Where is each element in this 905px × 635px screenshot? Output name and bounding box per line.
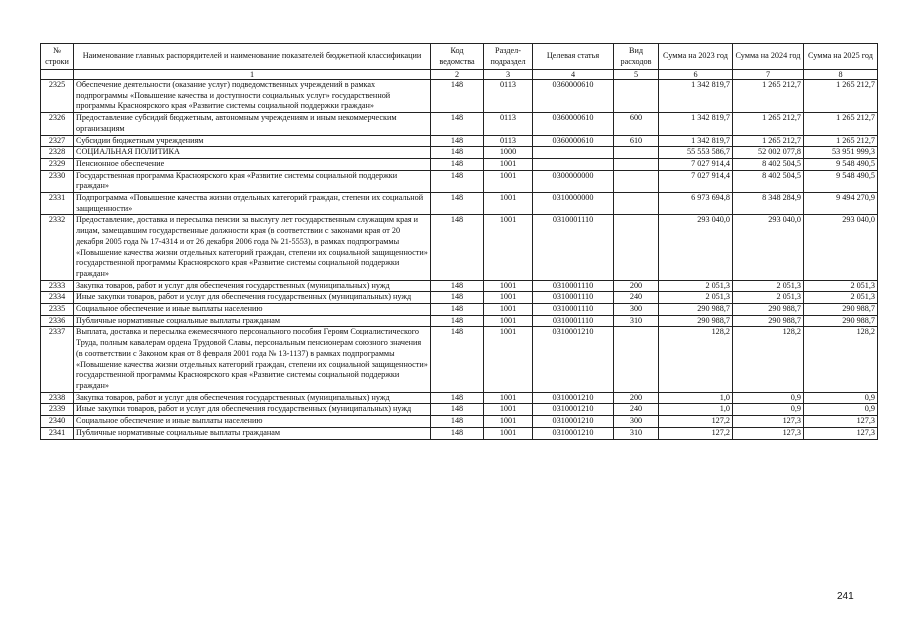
- row-sum-2024: 8 402 504,5: [733, 170, 804, 192]
- row-target-article: 0310001210: [533, 416, 614, 428]
- row-department-code: 148: [431, 147, 484, 159]
- row-name: СОЦИАЛЬНАЯ ПОЛИТИКА: [74, 147, 431, 159]
- row-section: 1001: [484, 427, 533, 439]
- row-sum-2024: 8 348 284,9: [733, 193, 804, 215]
- row-name: Предоставление субсидий бюджетным, автономным учреждениям и иным некоммерческим организациям: [74, 113, 431, 135]
- row-number: 2336: [41, 315, 74, 327]
- row-target-article: 0310001110: [533, 304, 614, 316]
- row-sum-2024: 127,3: [733, 427, 804, 439]
- row-name: Пенсионное обеспечение: [74, 158, 431, 170]
- row-number: 2332: [41, 215, 74, 280]
- row-expense-type: [614, 170, 659, 192]
- row-department-code: 148: [431, 292, 484, 304]
- row-sum-2025: 9 548 490,5: [804, 158, 878, 170]
- row-section: 0113: [484, 113, 533, 135]
- row-number: 2335: [41, 304, 74, 316]
- table-row: [41, 113, 878, 135]
- row-number: 2339: [41, 404, 74, 416]
- row-sum-2025: 2 051,3: [804, 292, 878, 304]
- header-section: Раздел-подраздел: [484, 44, 533, 70]
- row-sum-2023: 1 342 819,7: [659, 80, 733, 113]
- row-section: 1001: [484, 158, 533, 170]
- row-section: 1001: [484, 327, 533, 392]
- row-expense-type: 310: [614, 315, 659, 327]
- row-expense-type: [614, 147, 659, 159]
- row-target-article: 0360000610: [533, 135, 614, 147]
- row-expense-type: 200: [614, 392, 659, 404]
- row-number: 2333: [41, 280, 74, 292]
- index-cell: 6: [659, 70, 733, 80]
- row-target-article: 0310001210: [533, 404, 614, 416]
- row-expense-type: [614, 193, 659, 215]
- row-expense-type: 310: [614, 427, 659, 439]
- row-name: Обеспечение деятельности (оказание услуг) подведомственных учреждений в рамках подпрограммы «Повышение качества и доступности социальных услуг» государственной программы Красноярского края «Развитие системы социальной поддержки граждан»: [74, 80, 431, 113]
- row-name: Иные закупки товаров, работ и услуг для обеспечения государственных (муниципальных) нужд: [74, 404, 431, 416]
- row-sum-2025: 9 494 270,9: [804, 193, 878, 215]
- row-name: Иные закупки товаров, работ и услуг для обеспечения государственных (муниципальных) нужд: [74, 292, 431, 304]
- row-number: 2326: [41, 113, 74, 135]
- row-sum-2023: 7 027 914,4: [659, 158, 733, 170]
- row-department-code: 148: [431, 113, 484, 135]
- row-sum-2025: 290 988,7: [804, 304, 878, 316]
- row-sum-2024: 0,9: [733, 392, 804, 404]
- row-sum-2025: 1 265 212,7: [804, 135, 878, 147]
- index-cell: 2: [431, 70, 484, 80]
- row-name: Закупка товаров, работ и услуг для обеспечения государственных (муниципальных) нужд: [74, 392, 431, 404]
- row-sum-2025: 128,2: [804, 327, 878, 392]
- row-department-code: 148: [431, 392, 484, 404]
- table-row: [41, 147, 878, 159]
- table-row: [41, 392, 878, 404]
- row-sum-2023: 128,2: [659, 327, 733, 392]
- row-expense-type: 300: [614, 304, 659, 316]
- row-section: 1001: [484, 292, 533, 304]
- header-sum-2023: Сумма на 2023 год: [659, 44, 733, 70]
- table-row: [41, 193, 878, 215]
- row-expense-type: 240: [614, 404, 659, 416]
- page-number: 241: [837, 591, 854, 602]
- row-department-code: 148: [431, 404, 484, 416]
- table-row: [41, 304, 878, 316]
- row-target-article: 0310001110: [533, 215, 614, 280]
- index-cell: 4: [533, 70, 614, 80]
- row-sum-2023: 293 040,0: [659, 215, 733, 280]
- row-name: Закупка товаров, работ и услуг для обеспечения государственных (муниципальных) нужд: [74, 280, 431, 292]
- index-cell: 5: [614, 70, 659, 80]
- row-sum-2023: 6 973 694,8: [659, 193, 733, 215]
- row-sum-2023: 290 988,7: [659, 315, 733, 327]
- row-sum-2023: 1 342 819,7: [659, 135, 733, 147]
- row-section: 1001: [484, 170, 533, 192]
- row-target-article: 0310001110: [533, 280, 614, 292]
- row-department-code: 148: [431, 158, 484, 170]
- row-section: 1001: [484, 404, 533, 416]
- row-expense-type: [614, 158, 659, 170]
- row-number: 2329: [41, 158, 74, 170]
- row-sum-2023: 1,0: [659, 404, 733, 416]
- row-department-code: 148: [431, 215, 484, 280]
- row-department-code: 148: [431, 427, 484, 439]
- row-name: Государственная программа Красноярского края «Развитие системы социальной поддержки граждан»: [74, 170, 431, 192]
- row-name: Социальное обеспечение и иные выплаты населению: [74, 304, 431, 316]
- header-sum-2024: Сумма на 2024 год: [733, 44, 804, 70]
- row-sum-2024: 2 051,3: [733, 280, 804, 292]
- row-sum-2023: 127,2: [659, 427, 733, 439]
- row-target-article: 0360000610: [533, 80, 614, 113]
- row-sum-2024: 128,2: [733, 327, 804, 392]
- row-number: 2337: [41, 327, 74, 392]
- table-row: [41, 280, 878, 292]
- table-row: [41, 416, 878, 428]
- row-sum-2025: 293 040,0: [804, 215, 878, 280]
- row-number: 2328: [41, 147, 74, 159]
- row-section: 1000: [484, 147, 533, 159]
- row-number: 2334: [41, 292, 74, 304]
- row-name: Публичные нормативные социальные выплаты гражданам: [74, 427, 431, 439]
- table-row: [41, 315, 878, 327]
- row-section: 1001: [484, 280, 533, 292]
- row-sum-2024: 1 265 212,7: [733, 135, 804, 147]
- row-sum-2023: 127,2: [659, 416, 733, 428]
- row-number: 2327: [41, 135, 74, 147]
- row-name: Предоставление, доставка и пересылка пенсии за выслугу лет государственным служащим края и лицам, замещавшим государственные должности края (в соответствии с законами края от 20 декабря 2005 года № 17-4314 и от 26 декабря 2006 года № 21-5553), в рамках подпрограммы «Повышение качества жизни отдельных категорий граждан, степени их социальной защищенности» государственной программы Красноярского края «Развитие системы социальной поддержки граждан»: [74, 215, 431, 280]
- row-target-article: 0310001110: [533, 292, 614, 304]
- row-sum-2025: 1 265 212,7: [804, 113, 878, 135]
- row-sum-2024: 52 002 077,8: [733, 147, 804, 159]
- row-department-code: 148: [431, 170, 484, 192]
- row-sum-2025: 0,9: [804, 392, 878, 404]
- index-cell: 8: [804, 70, 878, 80]
- row-sum-2025: 290 988,7: [804, 315, 878, 327]
- header-row-number: № строки: [41, 44, 74, 70]
- table-row: [41, 80, 878, 113]
- budget-table: [40, 43, 878, 440]
- table-row: [41, 215, 878, 280]
- row-expense-type: 600: [614, 113, 659, 135]
- table-row: [41, 427, 878, 439]
- row-number: 2331: [41, 193, 74, 215]
- row-department-code: 148: [431, 327, 484, 392]
- row-target-article: [533, 158, 614, 170]
- row-department-code: 148: [431, 416, 484, 428]
- index-cell: 1: [74, 70, 431, 80]
- row-section: 1001: [484, 416, 533, 428]
- row-expense-type: 610: [614, 135, 659, 147]
- header-department-code: Код ведомства: [431, 44, 484, 70]
- row-sum-2024: 127,3: [733, 416, 804, 428]
- index-cell: [41, 70, 74, 80]
- row-name: Подпрограмма «Повышение качества жизни отдельных категорий граждан, степени их социальной защищенности»: [74, 193, 431, 215]
- row-sum-2025: 53 951 999,3: [804, 147, 878, 159]
- row-sum-2025: 127,3: [804, 416, 878, 428]
- table-row: [41, 158, 878, 170]
- table-row: [41, 327, 878, 392]
- row-name: Субсидии бюджетным учреждениям: [74, 135, 431, 147]
- index-cell: 7: [733, 70, 804, 80]
- row-sum-2023: 7 027 914,4: [659, 170, 733, 192]
- row-expense-type: 300: [614, 416, 659, 428]
- row-sum-2023: 1 342 819,7: [659, 113, 733, 135]
- row-section: 1001: [484, 193, 533, 215]
- header-name: Наименование главных распорядителей и наименование показателей бюджетной классификации: [74, 44, 431, 70]
- row-name: Публичные нормативные социальные выплаты гражданам: [74, 315, 431, 327]
- row-sum-2024: 1 265 212,7: [733, 80, 804, 113]
- table-row: [41, 292, 878, 304]
- index-cell: 3: [484, 70, 533, 80]
- header-target-article: Целевая статья: [533, 44, 614, 70]
- row-sum-2024: 290 988,7: [733, 315, 804, 327]
- row-department-code: 148: [431, 80, 484, 113]
- header-expense-type: Вид расходов: [614, 44, 659, 70]
- header-sum-2025: Сумма на 2025 год: [804, 44, 878, 70]
- table-row: [41, 135, 878, 147]
- row-sum-2023: 2 051,3: [659, 292, 733, 304]
- row-target-article: 0360000610: [533, 113, 614, 135]
- row-section: 0113: [484, 80, 533, 113]
- row-department-code: 148: [431, 193, 484, 215]
- row-expense-type: 200: [614, 280, 659, 292]
- row-sum-2025: 1 265 212,7: [804, 80, 878, 113]
- row-sum-2025: 9 548 490,5: [804, 170, 878, 192]
- row-expense-type: [614, 215, 659, 280]
- row-section: 0113: [484, 135, 533, 147]
- row-sum-2023: 55 553 586,7: [659, 147, 733, 159]
- row-name: Выплата, доставка и пересылка ежемесячного персонального пособия Героям Социалистического Труда, полным кавалерам ордена Трудовой Славы, персональным пенсионерам союзного значения (в соответствии с Законом края от 8 февраля 2001 года № 13-1137) в рамках подпрограммы «Повышение качества жизни отдельных категорий граждан, степени их социальной защищенности» государственной программы Красноярского края «Развитие системы социальной поддержки граждан»: [74, 327, 431, 392]
- row-sum-2025: 127,3: [804, 427, 878, 439]
- row-sum-2024: 0,9: [733, 404, 804, 416]
- row-target-article: [533, 147, 614, 159]
- table-row: [41, 170, 878, 192]
- row-target-article: 0310001110: [533, 315, 614, 327]
- row-section: 1001: [484, 304, 533, 316]
- row-target-article: 0310001210: [533, 327, 614, 392]
- row-department-code: 148: [431, 280, 484, 292]
- row-section: 1001: [484, 315, 533, 327]
- row-sum-2024: 293 040,0: [733, 215, 804, 280]
- row-number: 2341: [41, 427, 74, 439]
- row-number: 2330: [41, 170, 74, 192]
- row-expense-type: [614, 80, 659, 113]
- row-section: 1001: [484, 392, 533, 404]
- row-number: 2338: [41, 392, 74, 404]
- row-sum-2024: 290 988,7: [733, 304, 804, 316]
- row-sum-2023: 1,0: [659, 392, 733, 404]
- row-sum-2025: 2 051,3: [804, 280, 878, 292]
- row-sum-2024: 1 265 212,7: [733, 113, 804, 135]
- row-department-code: 148: [431, 135, 484, 147]
- row-section: 1001: [484, 215, 533, 280]
- row-target-article: 0300000000: [533, 170, 614, 192]
- row-expense-type: 240: [614, 292, 659, 304]
- row-target-article: 0310001210: [533, 392, 614, 404]
- row-sum-2025: 0,9: [804, 404, 878, 416]
- row-department-code: 148: [431, 315, 484, 327]
- table-row: [41, 404, 878, 416]
- column-index-row: [41, 70, 878, 80]
- row-sum-2024: 2 051,3: [733, 292, 804, 304]
- row-number: 2325: [41, 80, 74, 113]
- row-sum-2024: 8 402 504,5: [733, 158, 804, 170]
- row-sum-2023: 290 988,7: [659, 304, 733, 316]
- row-department-code: 148: [431, 304, 484, 316]
- row-name: Социальное обеспечение и иные выплаты населению: [74, 416, 431, 428]
- row-number: 2340: [41, 416, 74, 428]
- row-sum-2023: 2 051,3: [659, 280, 733, 292]
- row-target-article: 0310001210: [533, 427, 614, 439]
- row-target-article: 0310000000: [533, 193, 614, 215]
- row-expense-type: [614, 327, 659, 392]
